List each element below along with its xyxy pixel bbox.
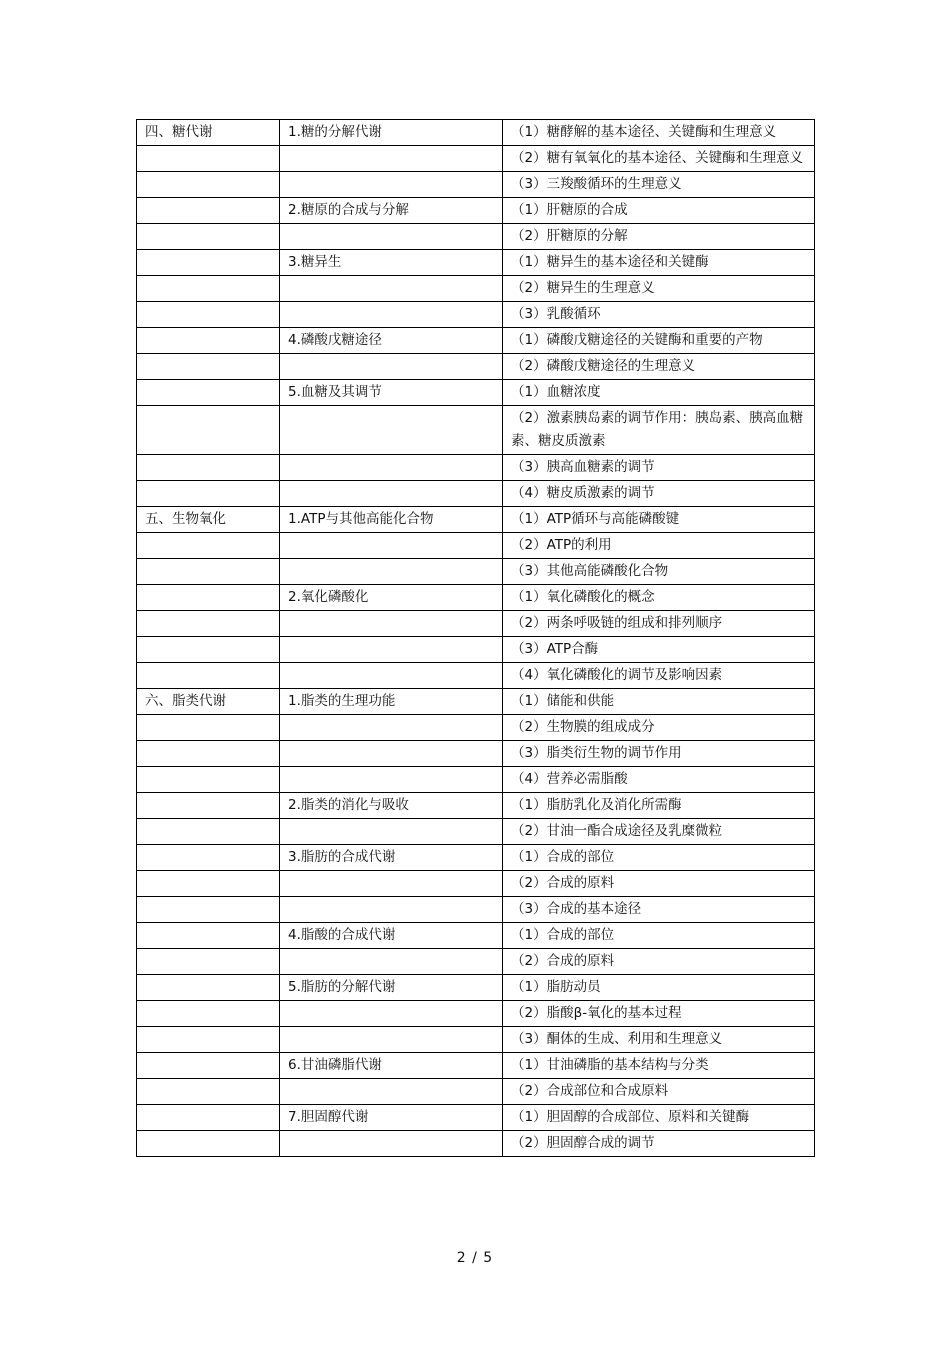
chapter-cell [137,949,280,975]
topic-cell: （3）胰高血糖素的调节 [503,455,815,481]
table-row [137,276,815,302]
chapter-cell [137,845,280,871]
topic-cell: （1）胆固醇的合成部位、原料和关键酶 [503,1105,815,1131]
chapter-cell [137,559,280,585]
section-cell: 2.脂类的消化与吸收 [280,793,503,819]
chapter-cell [137,354,280,380]
topic-cell: （4）营养必需脂酸 [503,767,815,793]
table-row [137,120,815,146]
section-cell [280,302,503,328]
section-cell [280,663,503,689]
chapter-cell [137,250,280,276]
topic-cell: （1）肝糖原的合成 [503,198,815,224]
topic-cell: （2）两条呼吸链的组成和排列顺序 [503,611,815,637]
section-cell [280,637,503,663]
section-cell [280,224,503,250]
section-cell: 2.糖原的合成与分解 [280,198,503,224]
topic-cell: （2）糖有氧氧化的基本途径、关键酶和生理意义 [503,146,815,172]
topic-cell: （1）甘油磷脂的基本结构与分类 [503,1053,815,1079]
topic-cell: （3）合成的基本途径 [503,897,815,923]
topic-cell: （3）其他高能磷酸化合物 [503,559,815,585]
table-row [137,585,815,611]
chapter-cell [137,585,280,611]
topic-cell: （2）胆固醇合成的调节 [503,1131,815,1157]
section-cell [280,1027,503,1053]
syllabus-table [136,119,815,1157]
chapter-cell [137,302,280,328]
chapter-cell [137,793,280,819]
topic-cell: （3）三羧酸循环的生理意义 [503,172,815,198]
chapter-cell [137,380,280,406]
chapter-cell [137,406,280,455]
topic-cell: （1）脂肪乳化及消化所需酶 [503,793,815,819]
table-row [137,819,815,845]
table-row [137,715,815,741]
topic-cell: （2）激素胰岛素的调节作用：胰岛素、胰高血糖素、糖皮质激素 [503,406,815,455]
topic-cell: （2）肝糖原的分解 [503,224,815,250]
table-row [137,507,815,533]
topic-cell: （2）合成的原料 [503,871,815,897]
chapter-cell [137,715,280,741]
section-cell [280,276,503,302]
chapter-cell [137,224,280,250]
chapter-cell [137,1027,280,1053]
chapter-cell [137,819,280,845]
chapter-cell [137,611,280,637]
chapter-cell [137,975,280,1001]
topic-cell: （2）糖异生的生理意义 [503,276,815,302]
table-row [137,897,815,923]
section-cell: 1.糖的分解代谢 [280,120,503,146]
table-row [137,380,815,406]
section-cell [280,741,503,767]
table-row [137,611,815,637]
section-cell: 3.糖异生 [280,250,503,276]
topic-cell: （2）脂酸β-氧化的基本过程 [503,1001,815,1027]
chapter-cell [137,455,280,481]
section-cell [280,146,503,172]
topic-cell: （1）储能和供能 [503,689,815,715]
table-row [137,845,815,871]
table-row [137,1027,815,1053]
chapter-cell [137,1131,280,1157]
section-cell: 3.脂肪的合成代谢 [280,845,503,871]
topic-cell: （2）合成部位和合成原料 [503,1079,815,1105]
topic-cell: （3）乳酸循环 [503,302,815,328]
section-cell [280,611,503,637]
topic-cell: （1）血糖浓度 [503,380,815,406]
table-row [137,1079,815,1105]
table-row [137,198,815,224]
topic-cell: （4）糖皮质激素的调节 [503,481,815,507]
topic-cell: （1）脂肪动员 [503,975,815,1001]
chapter-cell [137,146,280,172]
section-cell [280,897,503,923]
chapter-cell [137,276,280,302]
chapter-cell [137,871,280,897]
section-cell [280,481,503,507]
section-cell [280,172,503,198]
section-cell: 4.脂酸的合成代谢 [280,923,503,949]
page-number: 2 / 5 [456,1250,494,1266]
table-row [137,1001,815,1027]
section-cell [280,871,503,897]
table-row [137,250,815,276]
section-cell: 1.ATP与其他高能化合物 [280,507,503,533]
chapter-cell [137,767,280,793]
chapter-cell [137,741,280,767]
topic-cell: （4）氧化磷酸化的调节及影响因素 [503,663,815,689]
chapter-cell [137,481,280,507]
syllabus-table-body [137,120,815,1157]
chapter-cell [137,1053,280,1079]
chapter-cell [137,923,280,949]
section-cell: 7.胆固醇代谢 [280,1105,503,1131]
table-row [137,637,815,663]
topic-cell: （3）ATP合酶 [503,637,815,663]
section-cell [280,559,503,585]
table-row [137,455,815,481]
table-row [137,533,815,559]
chapter-cell [137,198,280,224]
section-cell [280,949,503,975]
table-row [137,328,815,354]
table-row [137,793,815,819]
topic-cell: （2）合成的原料 [503,949,815,975]
section-cell [280,819,503,845]
chapter-cell [137,328,280,354]
table-row [137,871,815,897]
section-cell: 5.脂肪的分解代谢 [280,975,503,1001]
section-cell [280,715,503,741]
section-cell: 6.甘油磷脂代谢 [280,1053,503,1079]
section-cell [280,1001,503,1027]
topic-cell: （1）糖异生的基本途径和关键酶 [503,250,815,276]
topic-cell: （1）ATP循环与高能磷酸键 [503,507,815,533]
section-cell [280,533,503,559]
table-row [137,146,815,172]
table-row [137,767,815,793]
table-row [137,302,815,328]
table-row [137,481,815,507]
section-cell [280,1079,503,1105]
topic-cell: （2）甘油一酯合成途径及乳糜微粒 [503,819,815,845]
chapter-cell: 五、生物氧化 [137,507,280,533]
table-row [137,1053,815,1079]
topic-cell: （1）磷酸戊糖途径的关键酶和重要的产物 [503,328,815,354]
table-row [137,741,815,767]
topic-cell: （1）糖酵解的基本途径、关键酶和生理意义 [503,120,815,146]
chapter-cell [137,533,280,559]
table-row [137,172,815,198]
chapter-cell [137,1079,280,1105]
chapter-cell [137,172,280,198]
table-row [137,975,815,1001]
section-cell [280,1131,503,1157]
table-row [137,1131,815,1157]
topic-cell: （3）酮体的生成、利用和生理意义 [503,1027,815,1053]
topic-cell: （1）氧化磷酸化的概念 [503,585,815,611]
table-row [137,923,815,949]
table-row [137,689,815,715]
topic-cell: （2）ATP的利用 [503,533,815,559]
topic-cell: （3）脂类衍生物的调节作用 [503,741,815,767]
section-cell [280,406,503,455]
table-row [137,663,815,689]
chapter-cell [137,637,280,663]
chapter-cell [137,1001,280,1027]
section-cell: 4.磷酸戊糖途径 [280,328,503,354]
chapter-cell: 六、脂类代谢 [137,689,280,715]
topic-cell: （2）生物膜的组成成分 [503,715,815,741]
table-row [137,1105,815,1131]
topic-cell: （1）合成的部位 [503,923,815,949]
chapter-cell [137,897,280,923]
chapter-cell [137,1105,280,1131]
table-row [137,559,815,585]
section-cell: 2.氧化磷酸化 [280,585,503,611]
topic-cell: （2）磷酸戊糖途径的生理意义 [503,354,815,380]
table-row [137,354,815,380]
chapter-cell: 四、糖代谢 [137,120,280,146]
chapter-cell [137,663,280,689]
table-row [137,949,815,975]
section-cell: 1.脂类的生理功能 [280,689,503,715]
table-row [137,224,815,250]
table-row [137,406,815,455]
section-cell [280,354,503,380]
section-cell [280,455,503,481]
section-cell: 5.血糖及其调节 [280,380,503,406]
section-cell [280,767,503,793]
topic-cell: （1）合成的部位 [503,845,815,871]
